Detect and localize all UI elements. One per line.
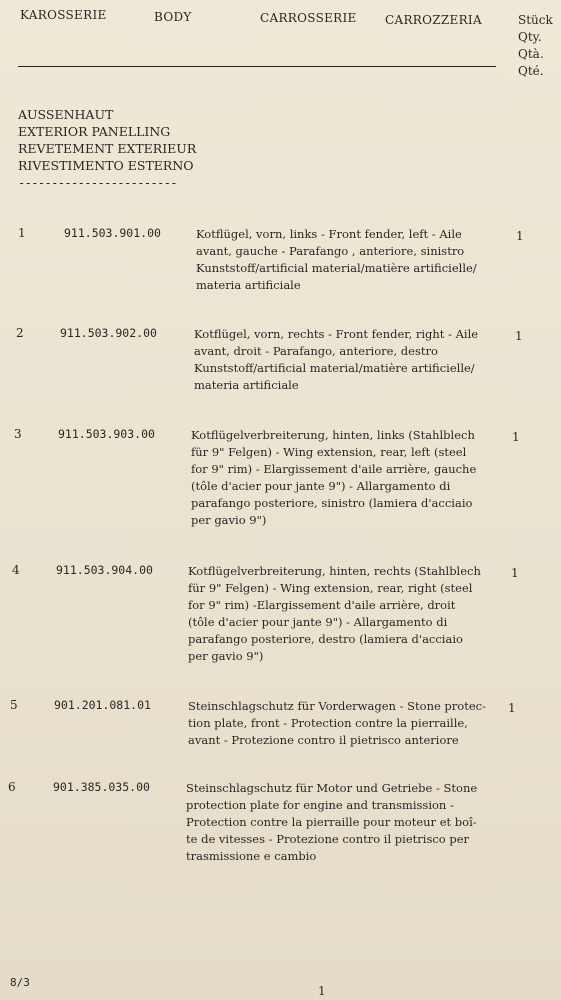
part-description <box>194 326 504 394</box>
desc-line: (tôle d'acier pour jante 9") - Allargamento di <box>191 479 451 493</box>
header-carrozzeria: CARROZZERIA <box>385 13 482 27</box>
section-underline: ------------------------ <box>18 176 177 190</box>
item-quantity: 1 <box>511 566 519 580</box>
item-index: 3 <box>14 427 22 441</box>
section-line-fr: REVETEMENT EXTERIEUR <box>18 141 197 156</box>
desc-line: Kotflügelverbreiterung, hinten, links (Stahlblech <box>191 428 475 442</box>
desc-line: te de vitesses - Protezione contro il pietrisco per <box>186 832 470 846</box>
item-index: 4 <box>12 563 20 577</box>
item-quantity: 1 <box>515 329 523 343</box>
header-karosserie: KAROSSERIE <box>20 8 107 22</box>
part-description <box>188 698 498 749</box>
desc-line: avant - Protezione contro il pietrisco anteriore <box>188 733 459 747</box>
desc-line: materia artificiale <box>194 378 299 392</box>
item-quantity: 1 <box>508 701 516 715</box>
desc-line: avant, gauche - Parafango , anteriore, sinistro <box>196 244 465 258</box>
qty-label-it: Qtà. <box>518 47 544 61</box>
section-line-de: AUSSENHAUT <box>18 107 114 122</box>
desc-line: materia artificiale <box>196 278 301 292</box>
part-number: 901.385.035.00 <box>53 780 150 794</box>
item-quantity: 1 <box>516 229 524 243</box>
part-description <box>191 427 501 529</box>
desc-line: Kunststoff/artificial material/matière artificielle/ <box>194 361 475 375</box>
desc-line: parafango posteriore, sinistro (lamiera d'acciaio <box>191 496 473 510</box>
desc-line: per gavio 9") <box>188 649 264 663</box>
desc-line: for 9" rim) - Elargissement d'aile arrière, gauche <box>191 462 477 476</box>
desc-line: tion plate, front - Protection contre la pierraille, <box>188 716 468 730</box>
desc-line: per gavio 9") <box>191 513 267 527</box>
part-description <box>186 780 496 865</box>
desc-line: für 9" Felgen) - Wing extension, rear, left (steel <box>191 445 467 459</box>
item-index: 1 <box>18 226 26 240</box>
desc-line: Kotflügelverbreiterung, hinten, rechts (Stahlblech <box>188 564 481 578</box>
desc-line: Kunststoff/artificial material/matière artificielle/ <box>196 261 477 275</box>
desc-line: Kotflügel, vorn, links - Front fender, left - Aile <box>196 227 462 241</box>
desc-line: protection plate for engine and transmission - <box>186 798 454 812</box>
part-number: 911.503.903.00 <box>58 427 155 441</box>
part-description <box>196 226 506 294</box>
item-index: 5 <box>10 698 18 712</box>
part-number: 911.503.901.00 <box>64 226 161 240</box>
header-rule <box>18 66 496 67</box>
part-number: 911.503.902.00 <box>60 326 157 340</box>
page-reference: 8/3 <box>10 976 30 989</box>
desc-line: Protection contre la pierraille pour moteur et boî- <box>186 815 477 829</box>
desc-line: Steinschlagschutz für Vorderwagen - Stone protec- <box>188 699 486 713</box>
desc-line: Steinschlagschutz für Motor und Getriebe - Stone <box>186 781 478 795</box>
part-description <box>188 563 498 665</box>
item-index: 2 <box>16 326 24 340</box>
section-heading <box>18 106 196 174</box>
part-number: 911.503.904.00 <box>56 563 153 577</box>
page-number: 1 <box>318 984 326 998</box>
desc-line: (tôle d'acier pour jante 9") - Allargamento di <box>188 615 448 629</box>
desc-line: avant, droit - Parafango, anteriore, destro <box>194 344 438 358</box>
header-body: BODY <box>154 10 192 24</box>
qty-label-en: Qty. <box>518 30 542 44</box>
item-quantity: 1 <box>512 430 520 444</box>
qty-label-de: Stück <box>518 13 553 27</box>
header-carrosserie: CARROSSERIE <box>260 11 357 25</box>
desc-line: parafango posteriore, destro (lamiera d'acciaio <box>188 632 463 646</box>
desc-line: Kotflügel, vorn, rechts - Front fender, right - Aile <box>194 327 479 341</box>
section-line-it: RIVESTIMENTO ESTERNO <box>18 158 194 173</box>
part-number: 901.201.081.01 <box>54 698 151 712</box>
item-index: 6 <box>8 780 16 794</box>
desc-line: für 9" Felgen) - Wing extension, rear, right (steel <box>188 581 473 595</box>
qty-label-fr: Qté. <box>518 64 544 78</box>
desc-line: for 9" rim) -Elargissement d'aile arrière, droit <box>188 598 456 612</box>
section-line-en: EXTERIOR PANELLING <box>18 124 171 139</box>
quantity-header <box>518 12 553 80</box>
desc-line: trasmissione e cambio <box>186 849 317 863</box>
